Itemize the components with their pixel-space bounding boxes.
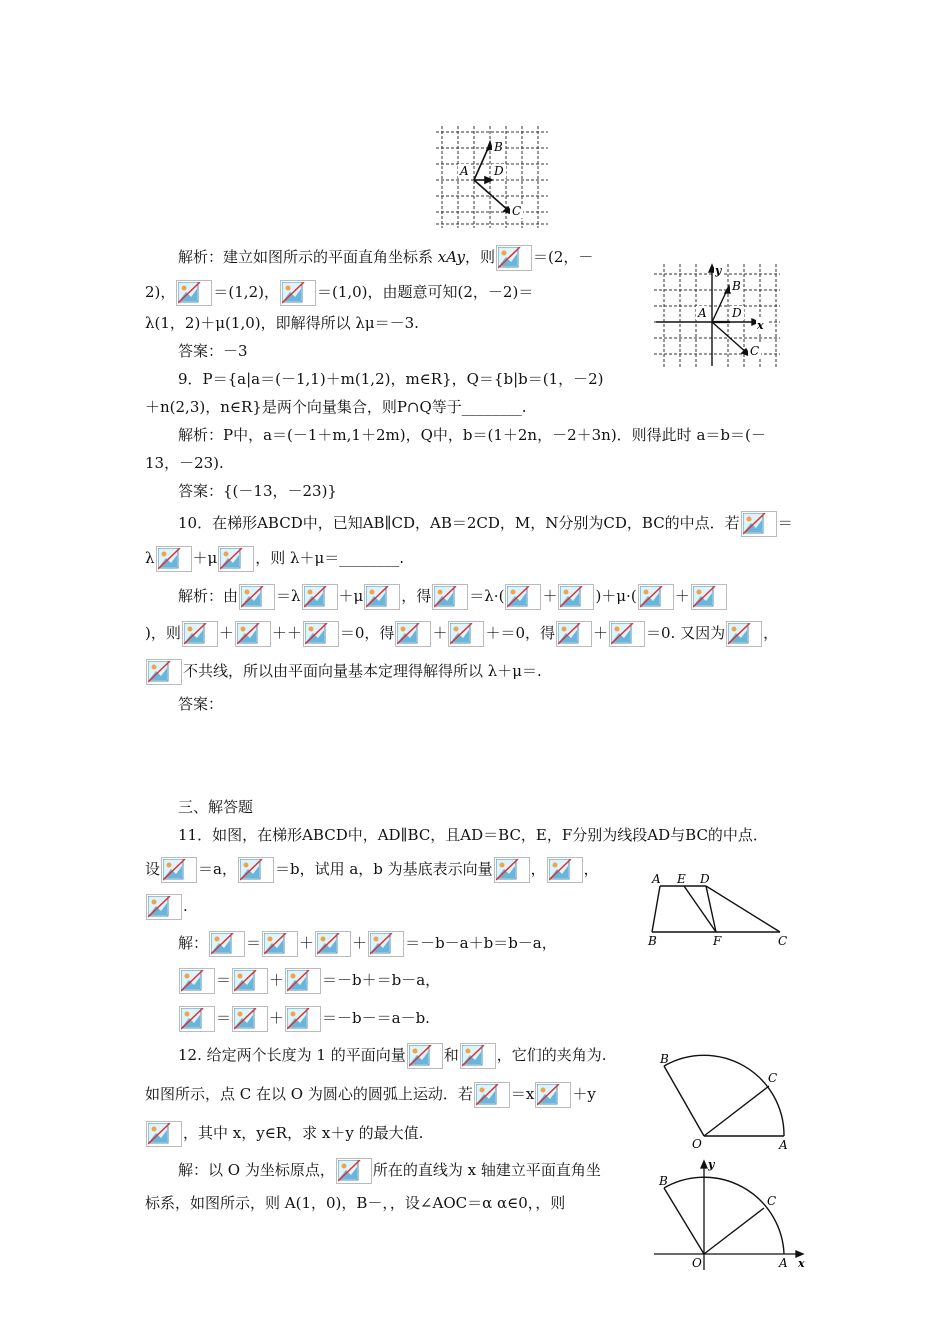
broken-image-icon bbox=[156, 546, 192, 572]
label-c: C bbox=[512, 204, 522, 218]
p11-question-1: 11．如图，在梯形ABCD中，AD∥BC，且AD＝BC，E，F分别为线段AD与BC的中点． bbox=[178, 826, 768, 844]
p10-answer: 答案： bbox=[178, 695, 224, 713]
broken-image-icon bbox=[280, 280, 316, 306]
broken-image-icon bbox=[232, 1006, 268, 1032]
p10-question-2: λ ＋μ ，则 λ＋μ＝________. bbox=[145, 546, 404, 572]
p12-question-1: 12. 给定两个长度为 1 的平面向量 和 ，它们的夹角为. bbox=[178, 1043, 607, 1069]
p10-question-1: 10．在梯形ABCD中，已知AB∥CD，AB＝2CD，M，N分别为CD，BC的中点．若 ＝ bbox=[178, 511, 793, 537]
broken-image-icon bbox=[315, 931, 351, 957]
p8-line2: 2)， ＝(1,2)， ＝(1,0)，由题意可知(2，－2)＝ bbox=[145, 280, 533, 306]
trapezoid-figure bbox=[640, 872, 800, 948]
grid-figure-axes bbox=[652, 262, 784, 370]
label-b: B bbox=[732, 279, 741, 293]
p12-solution-1: 解：以 O 为坐标原点， 所在的直线为 x 轴建立平面直角坐 bbox=[178, 1158, 601, 1184]
p9-question-1: 9．P＝{a|a＝(－1,1)＋m(1,2)，m∈R}，Q＝{b|b＝(1，－2) bbox=[178, 370, 604, 388]
broken-image-icon bbox=[176, 280, 212, 306]
p8-line1: 解析：建立如图所示的平面直角坐标系 xAy，则 ＝(2，－ bbox=[178, 245, 593, 271]
broken-image-icon bbox=[232, 968, 268, 994]
broken-image-icon bbox=[395, 621, 431, 647]
label-o: O bbox=[692, 1256, 702, 1270]
p10-solution-1: 解析：由 ＝λ ＋μ ，得 ＝λ·( ＋ )＋μ·( ＋ bbox=[178, 584, 728, 610]
p9-question-2: ＋n(2,3)，n∈R}是两个向量集合，则P∩Q等于________. bbox=[145, 398, 527, 416]
p12-question-3: ，其中 x，y∈R，求 x＋y 的最大值. bbox=[145, 1121, 423, 1147]
broken-image-icon bbox=[285, 968, 321, 994]
p12-solution-2: 标系，如图所示，则 A(1，0)，B－，，设∠AOC＝α α∈0，，则 bbox=[145, 1194, 566, 1212]
broken-image-icon bbox=[432, 584, 468, 610]
label-e: E bbox=[677, 872, 686, 886]
label-f: F bbox=[713, 934, 722, 948]
broken-image-icon bbox=[547, 857, 583, 883]
broken-image-icon bbox=[535, 1082, 571, 1108]
broken-image-icon bbox=[179, 1006, 215, 1032]
broken-image-icon bbox=[179, 968, 215, 994]
label-b: B bbox=[660, 1052, 669, 1066]
broken-image-icon bbox=[209, 931, 245, 957]
p11-solution-3: ＝ ＋ ＝－b－＝a－b. bbox=[178, 1006, 430, 1032]
broken-image-icon bbox=[146, 894, 182, 920]
label-c: C bbox=[767, 1194, 777, 1208]
label-x: x bbox=[757, 319, 764, 332]
broken-image-icon bbox=[496, 245, 532, 271]
label-d: D bbox=[494, 164, 504, 178]
p9-answer: 答案：{(－13，－23)} bbox=[178, 482, 337, 500]
broken-image-icon bbox=[218, 546, 254, 572]
label-a: A bbox=[779, 1138, 788, 1152]
p10-solution-3: 不共线，所以由平面向量基本定理得解得所以 λ＋μ＝. bbox=[145, 659, 542, 685]
label-b: B bbox=[648, 934, 657, 948]
broken-image-icon bbox=[460, 1043, 496, 1069]
label-x: x bbox=[798, 1257, 805, 1270]
label-a: A bbox=[779, 1256, 788, 1270]
broken-image-icon bbox=[262, 931, 298, 957]
label-a: A bbox=[652, 872, 661, 886]
p12-question-2: 如图所示，点 C 在以 O 为圆心的圆弧上运动．若 ＝x ＋y bbox=[145, 1082, 596, 1108]
broken-image-icon bbox=[146, 1121, 182, 1147]
broken-image-icon bbox=[741, 511, 777, 537]
p9-solution-2: 13，－23). bbox=[145, 454, 224, 472]
broken-image-icon bbox=[407, 1043, 443, 1069]
p11-solution-1: 解： ＝ ＋ ＋ ＝－b－a＋b＝b－a， bbox=[178, 931, 557, 957]
broken-image-icon bbox=[238, 857, 274, 883]
broken-image-icon bbox=[364, 584, 400, 610]
broken-image-icon bbox=[448, 621, 484, 647]
broken-image-icon bbox=[239, 584, 275, 610]
broken-image-icon bbox=[303, 621, 339, 647]
label-a: A bbox=[698, 306, 707, 320]
label-y: y bbox=[708, 1158, 715, 1171]
label-c: C bbox=[768, 1071, 778, 1085]
broken-image-icon bbox=[558, 584, 594, 610]
broken-image-icon bbox=[146, 659, 182, 685]
broken-image-icon bbox=[368, 931, 404, 957]
broken-image-icon bbox=[336, 1158, 372, 1184]
label-a: A bbox=[460, 164, 469, 178]
label-y: y bbox=[715, 264, 722, 277]
label-b: B bbox=[659, 1174, 668, 1188]
p11-question-2: 设 ＝a， ＝b，试用 a，b 为基底表示向量 ， ， bbox=[145, 857, 599, 883]
p11-question-3: . bbox=[145, 894, 188, 920]
broken-image-icon bbox=[285, 1006, 321, 1032]
p8-line3: λ(1，2)＋μ(1,0)，即解得所以 λμ＝－3. bbox=[145, 314, 419, 332]
p9-solution-1: 解析：P中，a＝(－1＋m,1＋2m)，Q中，b＝(1＋2n，－2＋3n)．则得此时 a＝b＝(－ bbox=[178, 426, 766, 444]
label-c: C bbox=[778, 934, 788, 948]
broken-image-icon bbox=[691, 584, 727, 610]
p11-solution-2: ＝ ＋ ＝－b＋＝b－a， bbox=[178, 968, 440, 994]
broken-image-icon bbox=[726, 621, 762, 647]
broken-image-icon bbox=[182, 621, 218, 647]
sector-figure bbox=[654, 1050, 804, 1154]
broken-image-icon bbox=[494, 857, 530, 883]
broken-image-icon bbox=[235, 621, 271, 647]
broken-image-icon bbox=[302, 584, 338, 610]
p8-answer: 答案：－3 bbox=[178, 342, 248, 360]
label-d: D bbox=[700, 872, 710, 886]
grid-figure-top bbox=[432, 124, 552, 230]
label-c: C bbox=[750, 344, 760, 358]
broken-image-icon bbox=[556, 621, 592, 647]
label-o: O bbox=[692, 1137, 702, 1151]
label-b: B bbox=[494, 140, 503, 154]
sector-figure-axes bbox=[652, 1156, 810, 1272]
section-title: 三、解答题 bbox=[178, 798, 254, 816]
broken-image-icon bbox=[505, 584, 541, 610]
broken-image-icon bbox=[474, 1082, 510, 1108]
label-d: D bbox=[732, 306, 742, 320]
p10-solution-2: )，则 ＋ ＋＋ ＝0，得 ＋ ＋＝0，得 ＋ ＝0. 又因为 ， bbox=[145, 621, 778, 647]
broken-image-icon bbox=[161, 857, 197, 883]
broken-image-icon bbox=[638, 584, 674, 610]
broken-image-icon bbox=[609, 621, 645, 647]
